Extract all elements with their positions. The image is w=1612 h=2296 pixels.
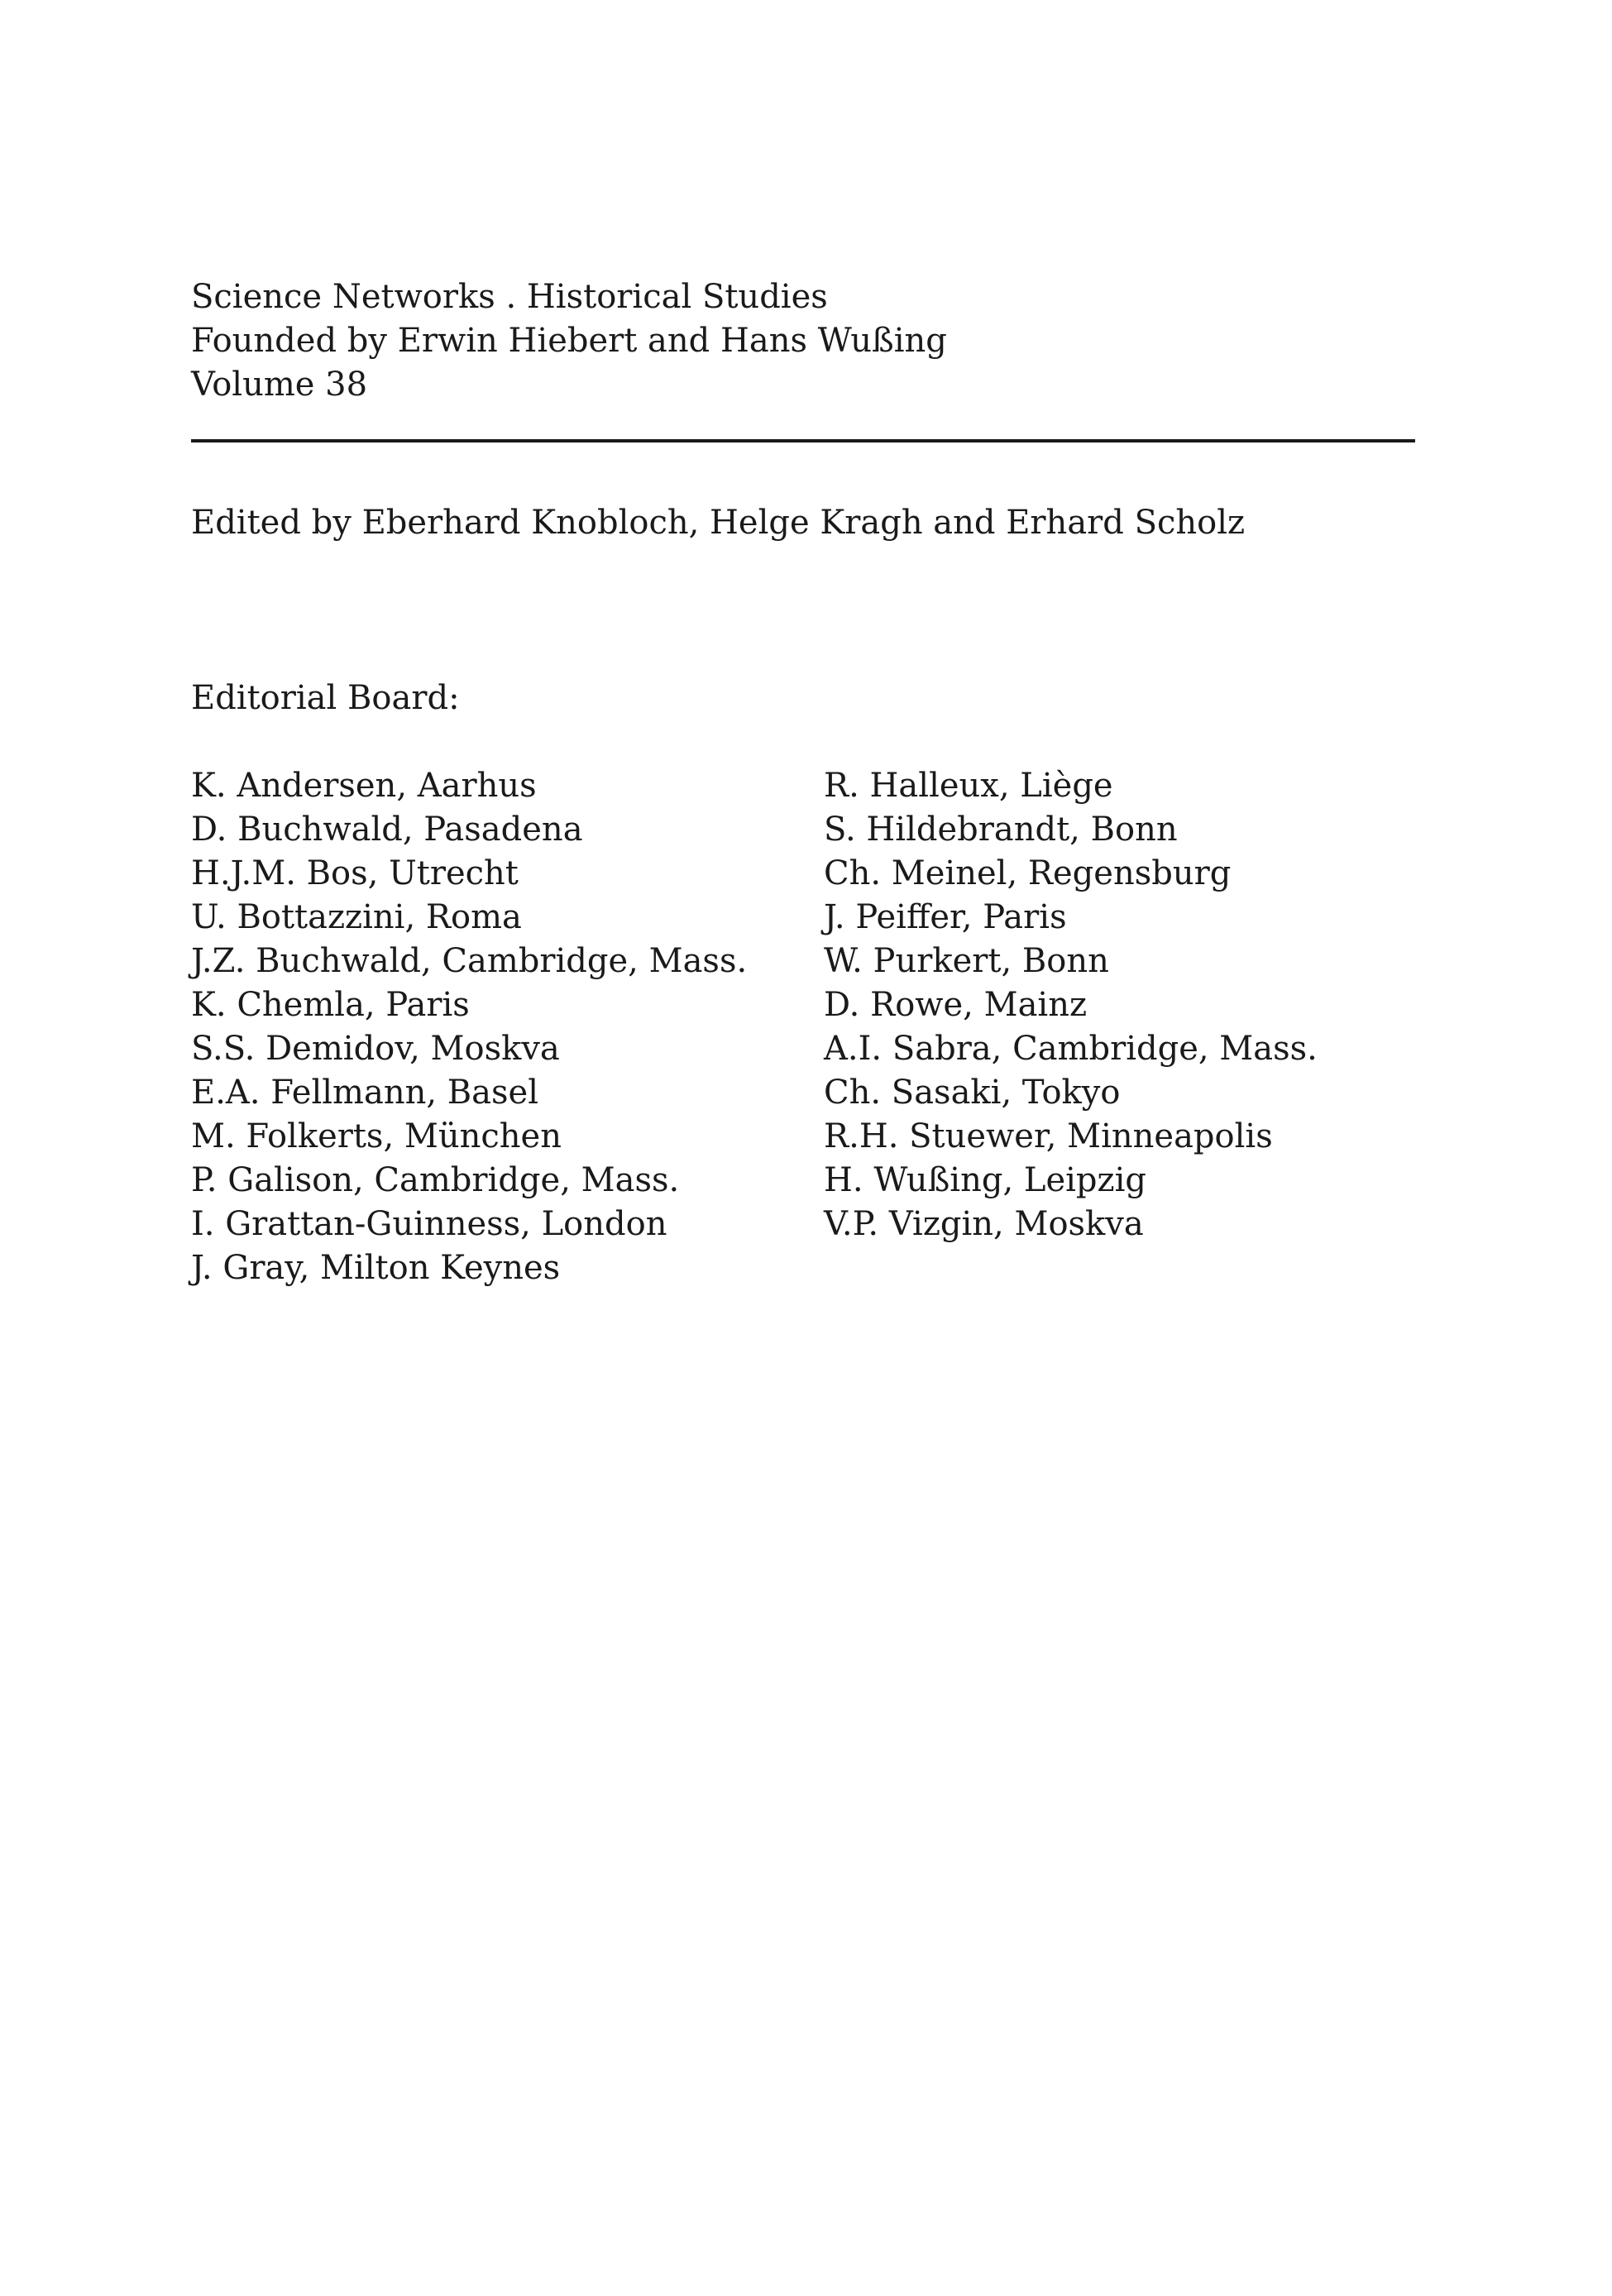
board-member: J.Z. Buchwald, Cambridge, Mass. xyxy=(191,942,748,980)
editorial-board-heading: Editorial Board: xyxy=(191,679,460,717)
series-volume: Volume 38 xyxy=(191,366,368,404)
board-member: K. Chemla, Paris xyxy=(191,986,470,1024)
board-member: H.J.M. Bos, Utrecht xyxy=(191,854,519,892)
board-member: E.A. Fellmann, Basel xyxy=(191,1074,539,1112)
board-member: R.H. Stuewer, Minneapolis xyxy=(824,1117,1273,1155)
series-title: Science Networks . Historical Studies xyxy=(191,278,828,316)
horizontal-rule xyxy=(191,439,1415,442)
board-member: S. Hildebrandt, Bonn xyxy=(824,811,1178,849)
board-member: J. Gray, Milton Keynes xyxy=(191,1249,561,1287)
board-member: W. Purkert, Bonn xyxy=(824,942,1109,980)
board-member: V.P. Vizgin, Moskva xyxy=(824,1205,1144,1243)
board-member: U. Bottazzini, Roma xyxy=(191,898,522,936)
board-member: I. Grattan-Guinness, London xyxy=(191,1205,667,1243)
board-member: D. Buchwald, Pasadena xyxy=(191,811,583,849)
board-member: Ch. Meinel, Regensburg xyxy=(824,854,1232,892)
board-member: H. Wußing, Leipzig xyxy=(824,1161,1146,1199)
board-member: K. Andersen, Aarhus xyxy=(191,767,537,805)
board-member: P. Galison, Cambridge, Mass. xyxy=(191,1161,680,1199)
board-member: Ch. Sasaki, Tokyo xyxy=(824,1074,1121,1112)
board-member: J. Peiffer, Paris xyxy=(824,898,1067,936)
editors-line: Edited by Eberhard Knobloch, Helge Kragh and Erhard Scholz xyxy=(191,504,1246,542)
editorial-board-right-column xyxy=(824,764,1318,1246)
series-founders: Founded by Erwin Hiebert and Hans Wußing xyxy=(191,322,947,360)
board-member: R. Halleux, Liège xyxy=(824,767,1113,805)
series-info xyxy=(191,275,1415,407)
editorial-board-left-column xyxy=(191,764,747,1290)
board-member: A.I. Sabra, Cambridge, Mass. xyxy=(824,1030,1318,1068)
board-member: S.S. Demidov, Moskva xyxy=(191,1030,560,1068)
board-member: M. Folkerts, München xyxy=(191,1117,562,1155)
board-member: D. Rowe, Mainz xyxy=(824,986,1088,1024)
